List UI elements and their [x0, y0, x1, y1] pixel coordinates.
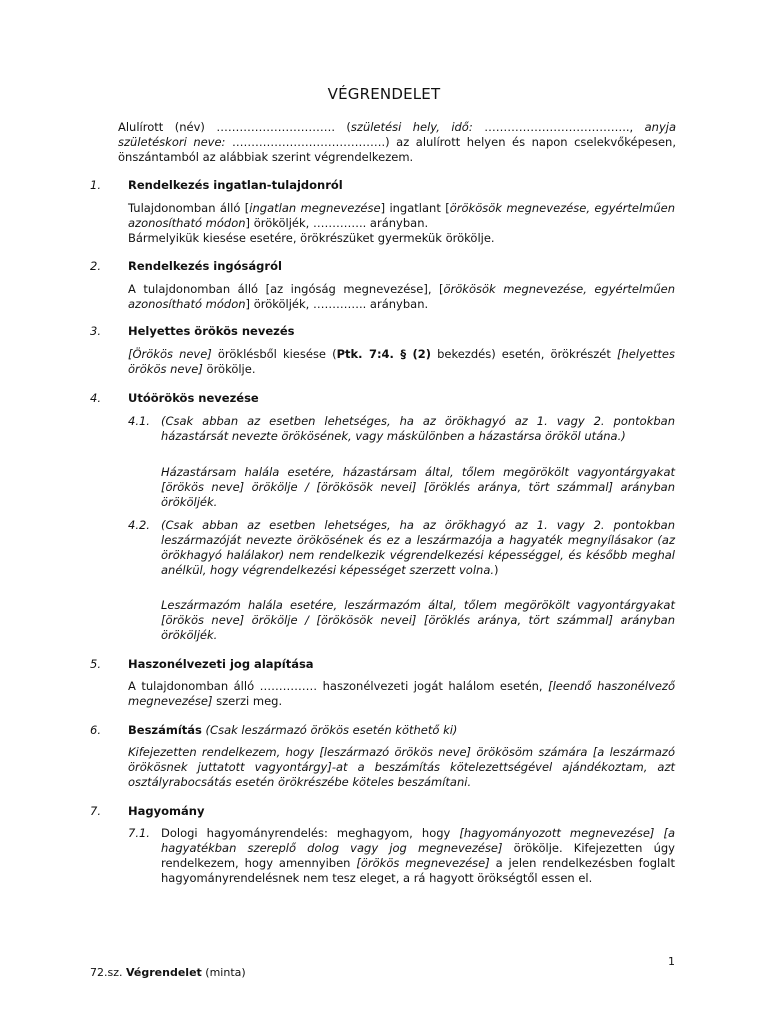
intro-text-3: ………………………………….) az alulírott helyen és napon cselekvőképesen, önszántamból az alábbiak szerint végrendelkezem. [118, 135, 676, 164]
text: örökölje. [202, 362, 256, 376]
placeholder-text: [Örökös neve] [128, 347, 212, 361]
section-1-body [128, 201, 675, 246]
section-number: 3. [90, 324, 101, 338]
section-6-body: Kifejezetten rendelkezem, hogy [leszármazó örökös neve] örökösöm számára [a leszármazó örökösnek juttatott vagyontárgy]-at a beszámítás kötelezettségével ajándékoztam, azt osztályrabocsátás esetén örökrészébe köteles beszámítani. [128, 745, 675, 789]
text: ) [494, 563, 499, 577]
section-heading: Helyettes örökös nevezés [128, 324, 295, 338]
text: ] örököljék, ………….. arányban. [245, 216, 429, 230]
section-number: 2. [90, 259, 101, 273]
text: A tulajdonomban álló [az ingóság megnevezése], [ [128, 282, 444, 296]
text: ] ingatlant [ [380, 201, 450, 215]
section-heading: Hagyomány [128, 804, 205, 818]
subsection-number: 4.2. [128, 518, 150, 532]
section-heading: Haszonélvezeti jog alapítása [128, 657, 314, 671]
text: a jelen rendelkezésben foglalt hagyományrendelésnek nem tesz eleget, a rá hagyott örökségtől essen el. [161, 856, 675, 885]
subsection-4-2-para: Leszármazóm halála esetére, leszármazóm által, tőlem megörökölt vagyontárgyakat [örökös neve] örökölje / [örökösök nevei] [öröklés aránya, tört számmal] arányban örököljék. [161, 598, 675, 642]
subsection-number: 4.1. [128, 414, 150, 428]
text: (minta) [201, 966, 246, 979]
text: Bármelyikük kiesése esetére, örökrészüket gyermekük örökölje. [128, 231, 495, 245]
subsection-4-1-text: (Csak abban az esetben lehetséges, ha az örökhagyó az 1. vagy 2. pontokban házastársát nevezte örökösének, vagy máskülönben a házastársa örököl utána.) [161, 414, 675, 443]
section-heading: Utóörökös nevezése [128, 391, 259, 405]
section-number: 5. [90, 657, 101, 671]
text: A tulajdonomban álló …………… haszonélvezeti jogát halálom esetén, [128, 679, 549, 693]
intro-mother-label: anyja születéskori neve: [118, 120, 677, 149]
placeholder-text: [hagyományozott megnevezése] [a hagyatékban szereplő dolog vagy jog megnevezése] [161, 826, 675, 855]
section-heading: Rendelkezés ingóságról [128, 259, 282, 273]
text: örökölje. Kifejezetten úgy rendelkezem, hogy amennyiben [161, 841, 675, 870]
section-number: 4. [90, 391, 101, 405]
page-number: 1 [668, 955, 675, 968]
text: 72.sz. [90, 966, 126, 979]
placeholder-text: örökösök megnevezése, egyértelműen azonosítható módon [128, 201, 675, 230]
section-number: 7. [90, 804, 101, 818]
intro-birth-label: születési hely, idő: [350, 120, 473, 134]
intro-paragraph [118, 120, 676, 165]
section-heading: Rendelkezés ingatlan-tulajdonról [128, 178, 343, 192]
text: bekezdés) esetén, örökrészét [431, 347, 617, 361]
text: ] örököljék, ………….. arányban. [245, 297, 429, 311]
text: Dologi hagyományrendelés: meghagyom, hogy [161, 826, 460, 840]
text: Beszámítás [128, 723, 202, 737]
subsection-number: 7.1. [128, 826, 150, 840]
law-reference: Ptk. 7:4. § (2) [336, 347, 432, 361]
section-heading [128, 723, 457, 738]
section-5-body [128, 679, 675, 709]
text: öröklésből kiesése ( [211, 347, 337, 361]
placeholder-text: örökösök megnevezése, egyértelműen azonosítható módon [128, 282, 675, 311]
subsection-4-2-text [161, 518, 675, 578]
text: (Csak abban az esetben lehetséges, ha az örökhagyó az 1. vagy 2. pontokban leszármazóját nevezte örökösének és ez a leszármazója a hagyaték megnyílásakor (az örökhagyó halálakor) nem rendelkezik végrendelkezési képességgel, és később meghal anélkül, hogy végrendelkezési képességet szerzett volna. [161, 518, 675, 577]
placeholder-text: [örökös megnevezése] [356, 856, 490, 870]
intro-text-1: Alulírott (név) …………………………. ( [118, 120, 351, 134]
section-number: 6. [90, 723, 101, 737]
heading-note: (Csak leszármazó örökös esetén köthető ki) [201, 723, 458, 737]
placeholder-text: [helyettes örökös neve] [128, 347, 675, 376]
intro-text-2: ……………………………….., [472, 120, 645, 134]
subsection-7-1-text [161, 826, 675, 886]
placeholder-text: ingatlan megnevezése [249, 201, 381, 215]
placeholder-text: [leendő haszonélvező megnevezése] [128, 679, 675, 708]
section-3-body [128, 347, 675, 377]
page-footer [90, 966, 246, 979]
document-title: VÉGRENDELET [327, 85, 441, 103]
section-number: 1. [90, 178, 101, 192]
section-2-body [128, 282, 675, 312]
subsection-4-1-para: Házastársam halála esetére, házastársam által, tőlem megörökölt vagyontárgyakat [örökös neve] örökölje / [örökösök nevei] [öröklés aránya, tört számmal] arányban örököljék. [161, 465, 675, 509]
text: Végrendelet [126, 966, 202, 979]
text: Tulajdonomban álló [ [128, 201, 250, 215]
text: szerzi meg. [212, 694, 283, 708]
